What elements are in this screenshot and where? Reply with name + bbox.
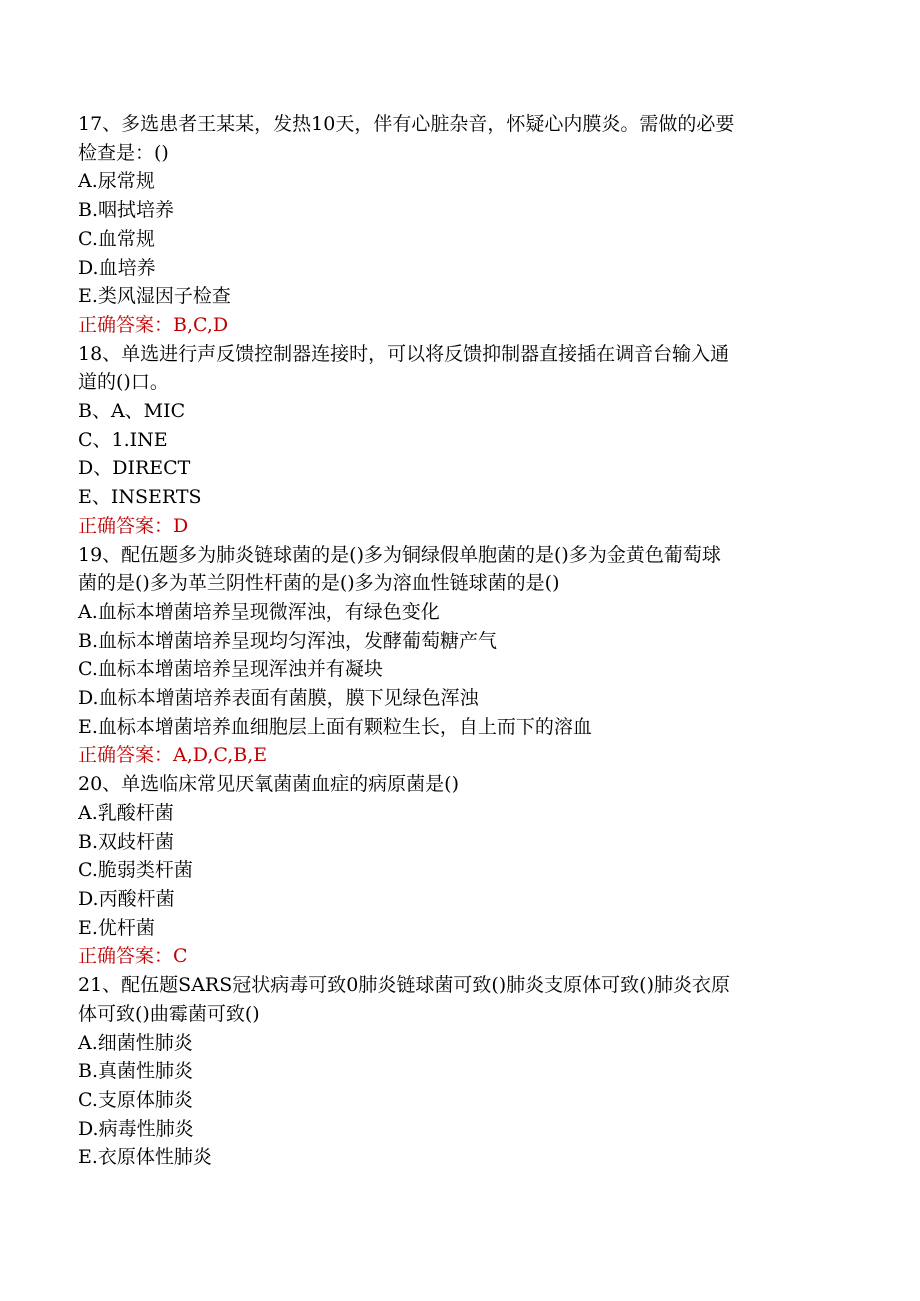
correct-answer: 正确答案：D xyxy=(78,514,189,537)
question-20 xyxy=(78,770,838,971)
option-b: B.真菌性肺炎 xyxy=(78,1060,194,1083)
question-stem: 18、单选进行声反馈控制器连接时，可以将反馈抑制器直接插在调音台输入通 xyxy=(78,342,730,365)
option-a: A.血标本增菌培养呈现微浑浊，有绿色变化 xyxy=(78,600,440,623)
correct-answer: 正确答案：A,D,C,B,E xyxy=(78,744,268,767)
document-page xyxy=(78,110,838,1172)
question-stem: 菌的是()多为革兰阴性杆菌的是()多为溶血性链球菌的是() xyxy=(78,572,560,595)
option-e: E.类风湿因子检查 xyxy=(78,285,231,308)
option-c: C.脆弱类杆菌 xyxy=(78,859,193,882)
option-d: D.丙酸杆菌 xyxy=(78,887,175,910)
question-stem: 21、配伍题SARS冠状病毒可致0肺炎链球菌可致()肺炎支原体可致()肺炎衣原 xyxy=(78,974,730,997)
option-b: B.血标本增菌培养呈现均匀浑浊，发酵葡萄糖产气 xyxy=(78,629,498,652)
correct-answer: 正确答案：C xyxy=(78,945,188,968)
option-d: D.血标本增菌培养表面有菌膜，膜下见绿色浑浊 xyxy=(78,687,479,710)
option-c: C.血标本增菌培养呈现浑浊并有凝块 xyxy=(78,658,383,681)
question-stem: 19、配伍题多为肺炎链球菌的是()多为铜绿假单胞菌的是()多为金黄色葡萄球 xyxy=(78,543,721,566)
correct-answer: 正确答案：B,C,D xyxy=(78,313,229,336)
option-b: B、A、MIC xyxy=(78,400,186,423)
question-stem: 17、多选患者王某某，发热10天，伴有心脏杂音，怀疑心内膜炎。需做的必要 xyxy=(78,113,735,135)
option-e: E、INSERTS xyxy=(78,486,202,509)
option-b: B.咽拭培养 xyxy=(78,199,175,222)
option-c: C.支原体肺炎 xyxy=(78,1088,193,1111)
option-e: E.血标本增菌培养血细胞层上面有颗粒生长，自上而下的溶血 xyxy=(78,715,592,738)
option-c: C.血常规 xyxy=(78,227,155,250)
question-19 xyxy=(78,541,838,771)
option-d: D、DIRECT xyxy=(78,457,191,480)
question-21 xyxy=(78,971,838,1172)
option-d: D.血培养 xyxy=(78,256,156,279)
option-e: E.优杆菌 xyxy=(78,916,155,939)
option-c: C、1.INE xyxy=(78,428,168,451)
question-18 xyxy=(78,340,838,541)
question-stem: 道的()口。 xyxy=(78,371,169,394)
option-d: D.病毒性肺炎 xyxy=(78,1117,194,1140)
option-a: A.细菌性肺炎 xyxy=(78,1031,193,1054)
option-a: A.乳酸杆菌 xyxy=(78,801,174,824)
option-e: E.衣原体性肺炎 xyxy=(78,1146,212,1169)
question-stem: 体可致()曲霉菌可致() xyxy=(78,1002,260,1025)
question-stem: 检查是：() xyxy=(78,141,169,164)
option-a: A.尿常规 xyxy=(78,170,155,193)
question-stem: 20、单选临床常见厌氧菌菌血症的病原菌是() xyxy=(78,773,460,796)
option-b: B.双歧杆菌 xyxy=(78,830,175,853)
question-17 xyxy=(78,110,838,340)
